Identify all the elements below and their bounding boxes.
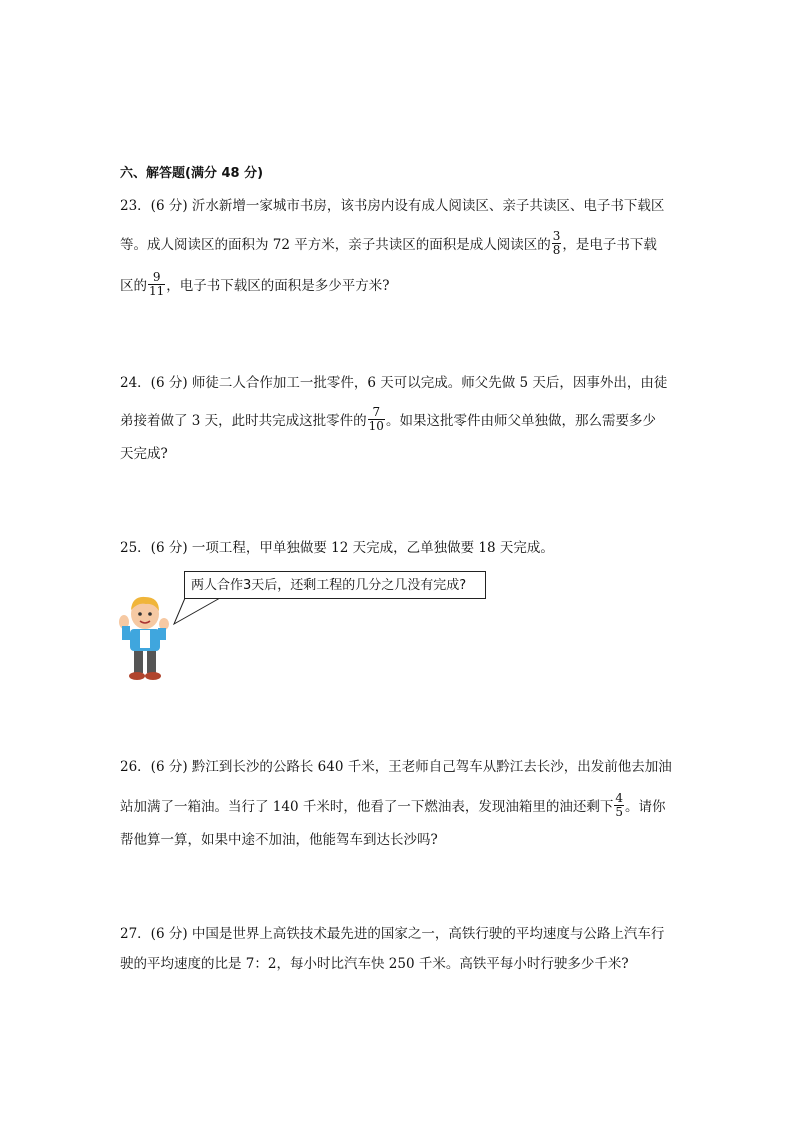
q23-line-2-tail: ，是电子书下载 [562, 237, 657, 253]
q26-fraction-4-5 [614, 792, 624, 819]
q26-line-3: 帮他算一算，如果中途不加油，他能驾车到达长沙吗? [120, 832, 438, 848]
q26-line-2-text: 站加满了一箱油。当行了 140 千米时，他看了一下燃油表，发现油箱里的油还剩下 [120, 799, 614, 815]
q24-fraction-7-10 [368, 406, 385, 433]
fraction-denominator: 11 [149, 284, 165, 298]
fraction-numerator: 3 [552, 229, 561, 243]
q24-line-3: 天完成? [120, 446, 168, 462]
cartoon-boy-icon [116, 594, 172, 684]
q26-line-2-tail: 。请你 [625, 799, 666, 815]
speech-bubble: 两人合作3天后，还剩工程的几分之几没有完成? [184, 571, 486, 599]
fraction-denominator: 10 [368, 419, 384, 433]
q23-line-2-text: 等。成人阅读区的面积为 72 平方米，亲子共读区的面积是成人阅读区的 [120, 237, 551, 253]
q23-line-1: 23．(6 分) 沂水新增一家城市书房，该书房内设有成人阅读区、亲子共读区、电子书下载区 [120, 198, 665, 214]
fraction-numerator: 7 [368, 406, 385, 420]
q23-line-3-text: 区的 [120, 278, 147, 294]
q24-line-2-text: 弟接着做了 3 天，此时共完成这批零件的 [120, 413, 367, 429]
q23-fraction-3-8 [552, 230, 562, 257]
q25-line-1: 25．(6 分) 一项工程，甲单独做要 12 天完成，乙单独做要 18 天完成。 [120, 540, 554, 556]
fraction-numerator: 9 [148, 271, 165, 285]
q26-line-1: 26．(6 分) 黔江到长沙的公路长 640 千米，王老师自己驾车从黔江去长沙，出发前他去加油 [120, 759, 672, 775]
q27-line-1: 27．(6 分) 中国是世界上高铁技术最先进的国家之一，高铁行驶的平均速度与公路上汽车行 [120, 926, 665, 942]
fraction-denominator: 8 [552, 243, 561, 257]
q26-line-2 [120, 791, 666, 821]
q24-line-1: 24．(6 分) 师徒二人合作加工一批零件，6 天可以完成。师父先做 5 天后，因事外出，由徒 [120, 375, 668, 391]
q24-line-2-tail: 。如果这批零件由师父单独做，那么需要多少 [385, 413, 656, 429]
q27-line-2: 驶的平均速度的比是 7：2，每小时比汽车快 250 千米。高铁平每小时行驶多少千米? [120, 956, 629, 972]
q23-line-3-tail: ，电子书下载区的面积是多少平方米? [166, 278, 390, 294]
q24-line-2 [120, 405, 656, 435]
q23-line-3 [120, 270, 390, 300]
section-title: 六、解答题(满分 48 分) [120, 166, 264, 181]
fraction-denominator: 5 [615, 805, 623, 819]
q23-fraction-9-11 [148, 271, 165, 298]
fraction-numerator: 4 [615, 791, 623, 805]
q23-line-2 [120, 229, 657, 259]
